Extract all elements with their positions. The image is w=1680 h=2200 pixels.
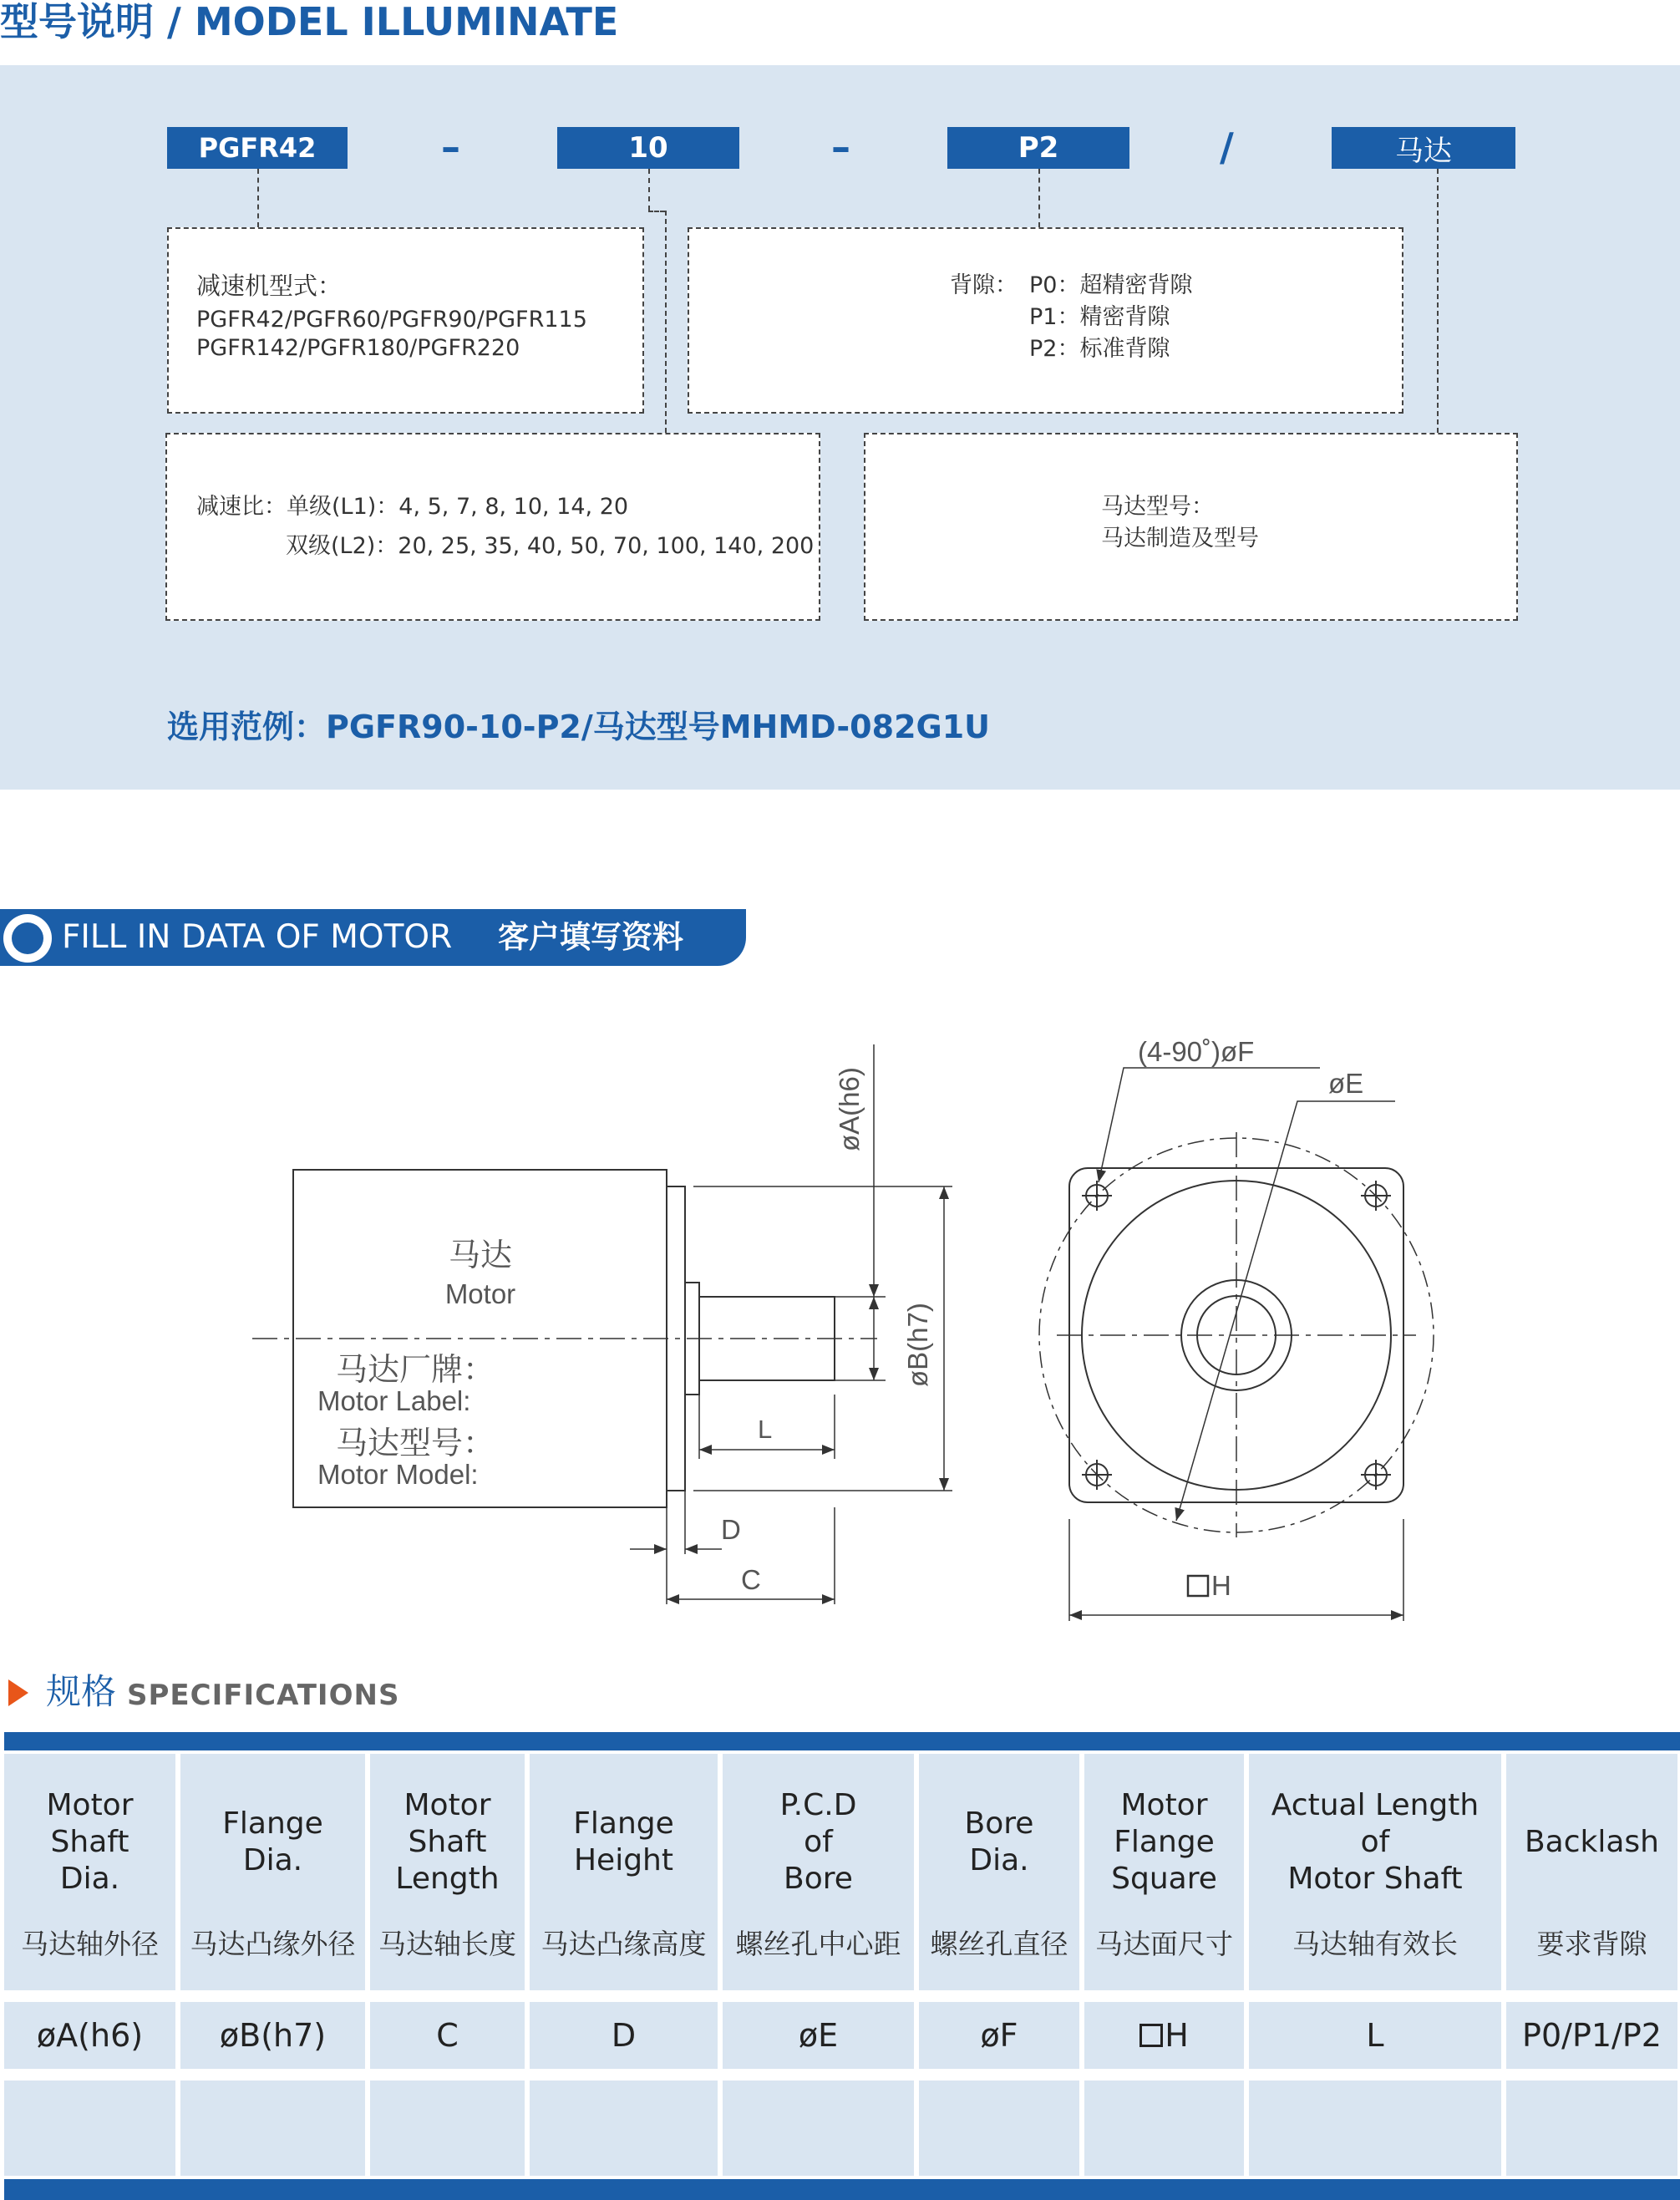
dim-l-label: L bbox=[758, 1415, 773, 1444]
motor-model-zh: 马达型号： bbox=[336, 1426, 495, 1461]
spec-header-line: Flange bbox=[222, 1806, 323, 1841]
spec-header-en bbox=[1249, 1767, 1501, 1918]
model-panel bbox=[0, 65, 1680, 790]
connector-line bbox=[648, 169, 650, 211]
spec-value bbox=[530, 2015, 718, 2056]
motor-brand-en: Motor Label: bbox=[317, 1385, 471, 1416]
connector-line bbox=[665, 211, 667, 433]
backlash-p0: P0：超精密背隙 bbox=[1029, 272, 1193, 298]
spec-header-line: Length bbox=[395, 1862, 500, 1896]
code-part-ratio: 10 bbox=[557, 127, 739, 169]
spec-header-line: of bbox=[1360, 1825, 1390, 1859]
spec-header-line: Motor Shaft bbox=[1287, 1862, 1463, 1896]
motor-label-zh: 马达 bbox=[448, 1238, 513, 1273]
spec-header-line: Bore bbox=[964, 1806, 1034, 1841]
spec-header-line: Motor bbox=[46, 1788, 134, 1822]
code-separator-1: – bbox=[441, 124, 460, 170]
motor-model-line1: 马达型号： bbox=[1101, 494, 1214, 520]
spec-header-line: Shaft bbox=[408, 1825, 487, 1859]
bullet-circle-icon bbox=[3, 914, 52, 963]
spec-value bbox=[1084, 2015, 1244, 2056]
spec-value bbox=[370, 2015, 525, 2056]
spec-header-zh: 马达轴有效长 bbox=[1292, 1928, 1458, 1960]
spec-header-zh: 马达轴长度 bbox=[378, 1928, 516, 1960]
spec-title-en: SPECIFICATIONS bbox=[127, 1679, 400, 1712]
spec-input-cell[interactable] bbox=[1506, 2081, 1677, 2176]
spec-input-cell[interactable] bbox=[919, 2081, 1079, 2176]
spec-header-line: Height bbox=[573, 1843, 673, 1877]
reducer-type-line1: PGFR42/PGFR60/PGFR90/PGFR115 bbox=[196, 307, 587, 333]
triangle-bullet-icon bbox=[8, 1679, 28, 1706]
spec-header-line: Actual Length bbox=[1271, 1788, 1480, 1822]
backlash-label: 背隙： bbox=[950, 272, 1018, 298]
spec-input-cell[interactable] bbox=[1249, 2081, 1501, 2176]
connector-line bbox=[257, 169, 259, 227]
spec-header-line: Backlash bbox=[1524, 1825, 1660, 1859]
spec-title-zh: 规格 bbox=[46, 1671, 117, 1712]
backlash-p2: P2：标准背隙 bbox=[1029, 336, 1170, 362]
fill-data-title-zh: 客户填写资料 bbox=[498, 919, 683, 955]
spec-header-line: Motor bbox=[1120, 1788, 1208, 1822]
spec-header-line: Bore bbox=[784, 1862, 853, 1896]
ratio-box bbox=[165, 433, 820, 621]
dim-e-label: øE bbox=[1328, 1068, 1364, 1099]
ratio-line2: 双级(L2)：20, 25, 35, 40, 50, 70, 100, 140, 200 bbox=[286, 533, 815, 559]
spec-value bbox=[1249, 2015, 1501, 2056]
spec-value bbox=[4, 2015, 175, 2056]
reducer-type-line2: PGFR142/PGFR180/PGFR220 bbox=[196, 335, 520, 361]
dim-b-label: øB(h7) bbox=[902, 1303, 933, 1387]
spec-header-line: Shaft bbox=[50, 1825, 129, 1859]
spec-header-zh: 螺丝孔直径 bbox=[930, 1928, 1068, 1960]
spec-table-bottom-bar bbox=[4, 2179, 1680, 2200]
selection-example: 选用范例：PGFR90-10-P2/马达型号MHMD-082G1U bbox=[167, 709, 990, 745]
spec-value-text: P0/P1/P2 bbox=[1522, 2017, 1662, 2054]
spec-header-en bbox=[919, 1767, 1079, 1918]
motor-model-en: Motor Model: bbox=[317, 1459, 479, 1490]
spec-table-top-bar bbox=[4, 1732, 1680, 1750]
spec-value-text: øF bbox=[980, 2017, 1018, 2054]
dim-f-label: (4-90˚)øF bbox=[1138, 1036, 1255, 1067]
spec-header-en bbox=[1084, 1767, 1244, 1918]
motor-model-line2: 马达制造及型号 bbox=[1101, 526, 1259, 551]
spec-header-line: Flange bbox=[1114, 1825, 1215, 1859]
spec-header-zh: 马达面尺寸 bbox=[1095, 1928, 1233, 1960]
motor-dimension-drawing bbox=[234, 1028, 1470, 1646]
spec-header-en bbox=[530, 1767, 718, 1918]
spec-value-text: øA(h6) bbox=[36, 2017, 144, 2054]
connector-line bbox=[1437, 169, 1439, 433]
spec-value-text: øB(h7) bbox=[219, 2017, 327, 2054]
spec-value-text: øE bbox=[798, 2017, 839, 2054]
spec-header-zh: 马达凸缘高度 bbox=[541, 1928, 707, 1960]
code-separator-3: / bbox=[1220, 124, 1234, 170]
spec-header-en bbox=[1506, 1767, 1677, 1918]
spec-input-cell[interactable] bbox=[370, 2081, 525, 2176]
spec-header-zh: 马达轴外径 bbox=[21, 1928, 159, 1960]
reducer-type-label: 减速机型式： bbox=[196, 272, 343, 300]
backlash-p1: P1：精密背隙 bbox=[1029, 304, 1170, 330]
spec-input-cell[interactable] bbox=[4, 2081, 175, 2176]
code-part-series: PGFR42 bbox=[167, 127, 348, 169]
spec-value bbox=[919, 2015, 1079, 2056]
dim-h-label: H bbox=[1211, 1570, 1231, 1601]
dim-a-label: øA(h6) bbox=[834, 1067, 865, 1151]
spec-header-line: Flange bbox=[573, 1806, 674, 1841]
connector-line bbox=[1038, 169, 1040, 227]
spec-header-line: P.C.D bbox=[779, 1788, 857, 1822]
connector-line bbox=[648, 211, 665, 212]
spec-header-zh: 要求背隙 bbox=[1536, 1928, 1647, 1960]
spec-header-line: Dia. bbox=[969, 1843, 1029, 1877]
spec-header-line: Dia. bbox=[242, 1843, 303, 1877]
model-section-title: 型号说明 / MODEL ILLUMINATE bbox=[0, 0, 619, 44]
spec-header-en bbox=[370, 1767, 525, 1918]
spec-header-en bbox=[723, 1767, 914, 1918]
spec-header-zh: 螺丝孔中心距 bbox=[735, 1928, 901, 1960]
spec-input-cell[interactable] bbox=[530, 2081, 718, 2176]
fill-data-title-en: FILL IN DATA OF MOTOR bbox=[62, 918, 453, 956]
motor-brand-zh: 马达厂牌： bbox=[336, 1353, 495, 1388]
spec-input-cell[interactable] bbox=[723, 2081, 914, 2176]
spec-value-text: C bbox=[436, 2017, 459, 2054]
code-part-backlash: P2 bbox=[947, 127, 1129, 169]
dim-d-label: D bbox=[721, 1514, 741, 1545]
spec-header-en bbox=[4, 1767, 175, 1918]
spec-value-text: L bbox=[1366, 2017, 1384, 2054]
spec-header-line: Dia. bbox=[59, 1862, 120, 1896]
square-symbol-icon bbox=[1139, 2024, 1163, 2047]
spec-header-line: Motor bbox=[404, 1788, 491, 1822]
spec-value bbox=[723, 2015, 914, 2056]
spec-header-en bbox=[180, 1767, 365, 1918]
spec-input-cell[interactable] bbox=[1084, 2081, 1244, 2176]
motor-label-en: Motor bbox=[444, 1278, 516, 1309]
spec-value bbox=[1506, 2015, 1677, 2056]
spec-header-zh: 马达凸缘外径 bbox=[190, 1928, 356, 1960]
spec-value bbox=[180, 2015, 365, 2056]
dim-c-label: C bbox=[741, 1564, 761, 1595]
spec-value-text: H bbox=[1165, 2017, 1189, 2054]
code-separator-2: – bbox=[831, 124, 850, 170]
spec-header-line: Square bbox=[1111, 1862, 1217, 1896]
spec-input-cell[interactable] bbox=[180, 2081, 365, 2176]
code-part-motor: 马达 bbox=[1332, 127, 1515, 169]
spec-header-line: of bbox=[804, 1825, 833, 1859]
spec-value-text: D bbox=[611, 2017, 637, 2054]
ratio-line1: 减速比：单级(L1)：4, 5, 7, 8, 10, 14, 20 bbox=[196, 494, 629, 520]
